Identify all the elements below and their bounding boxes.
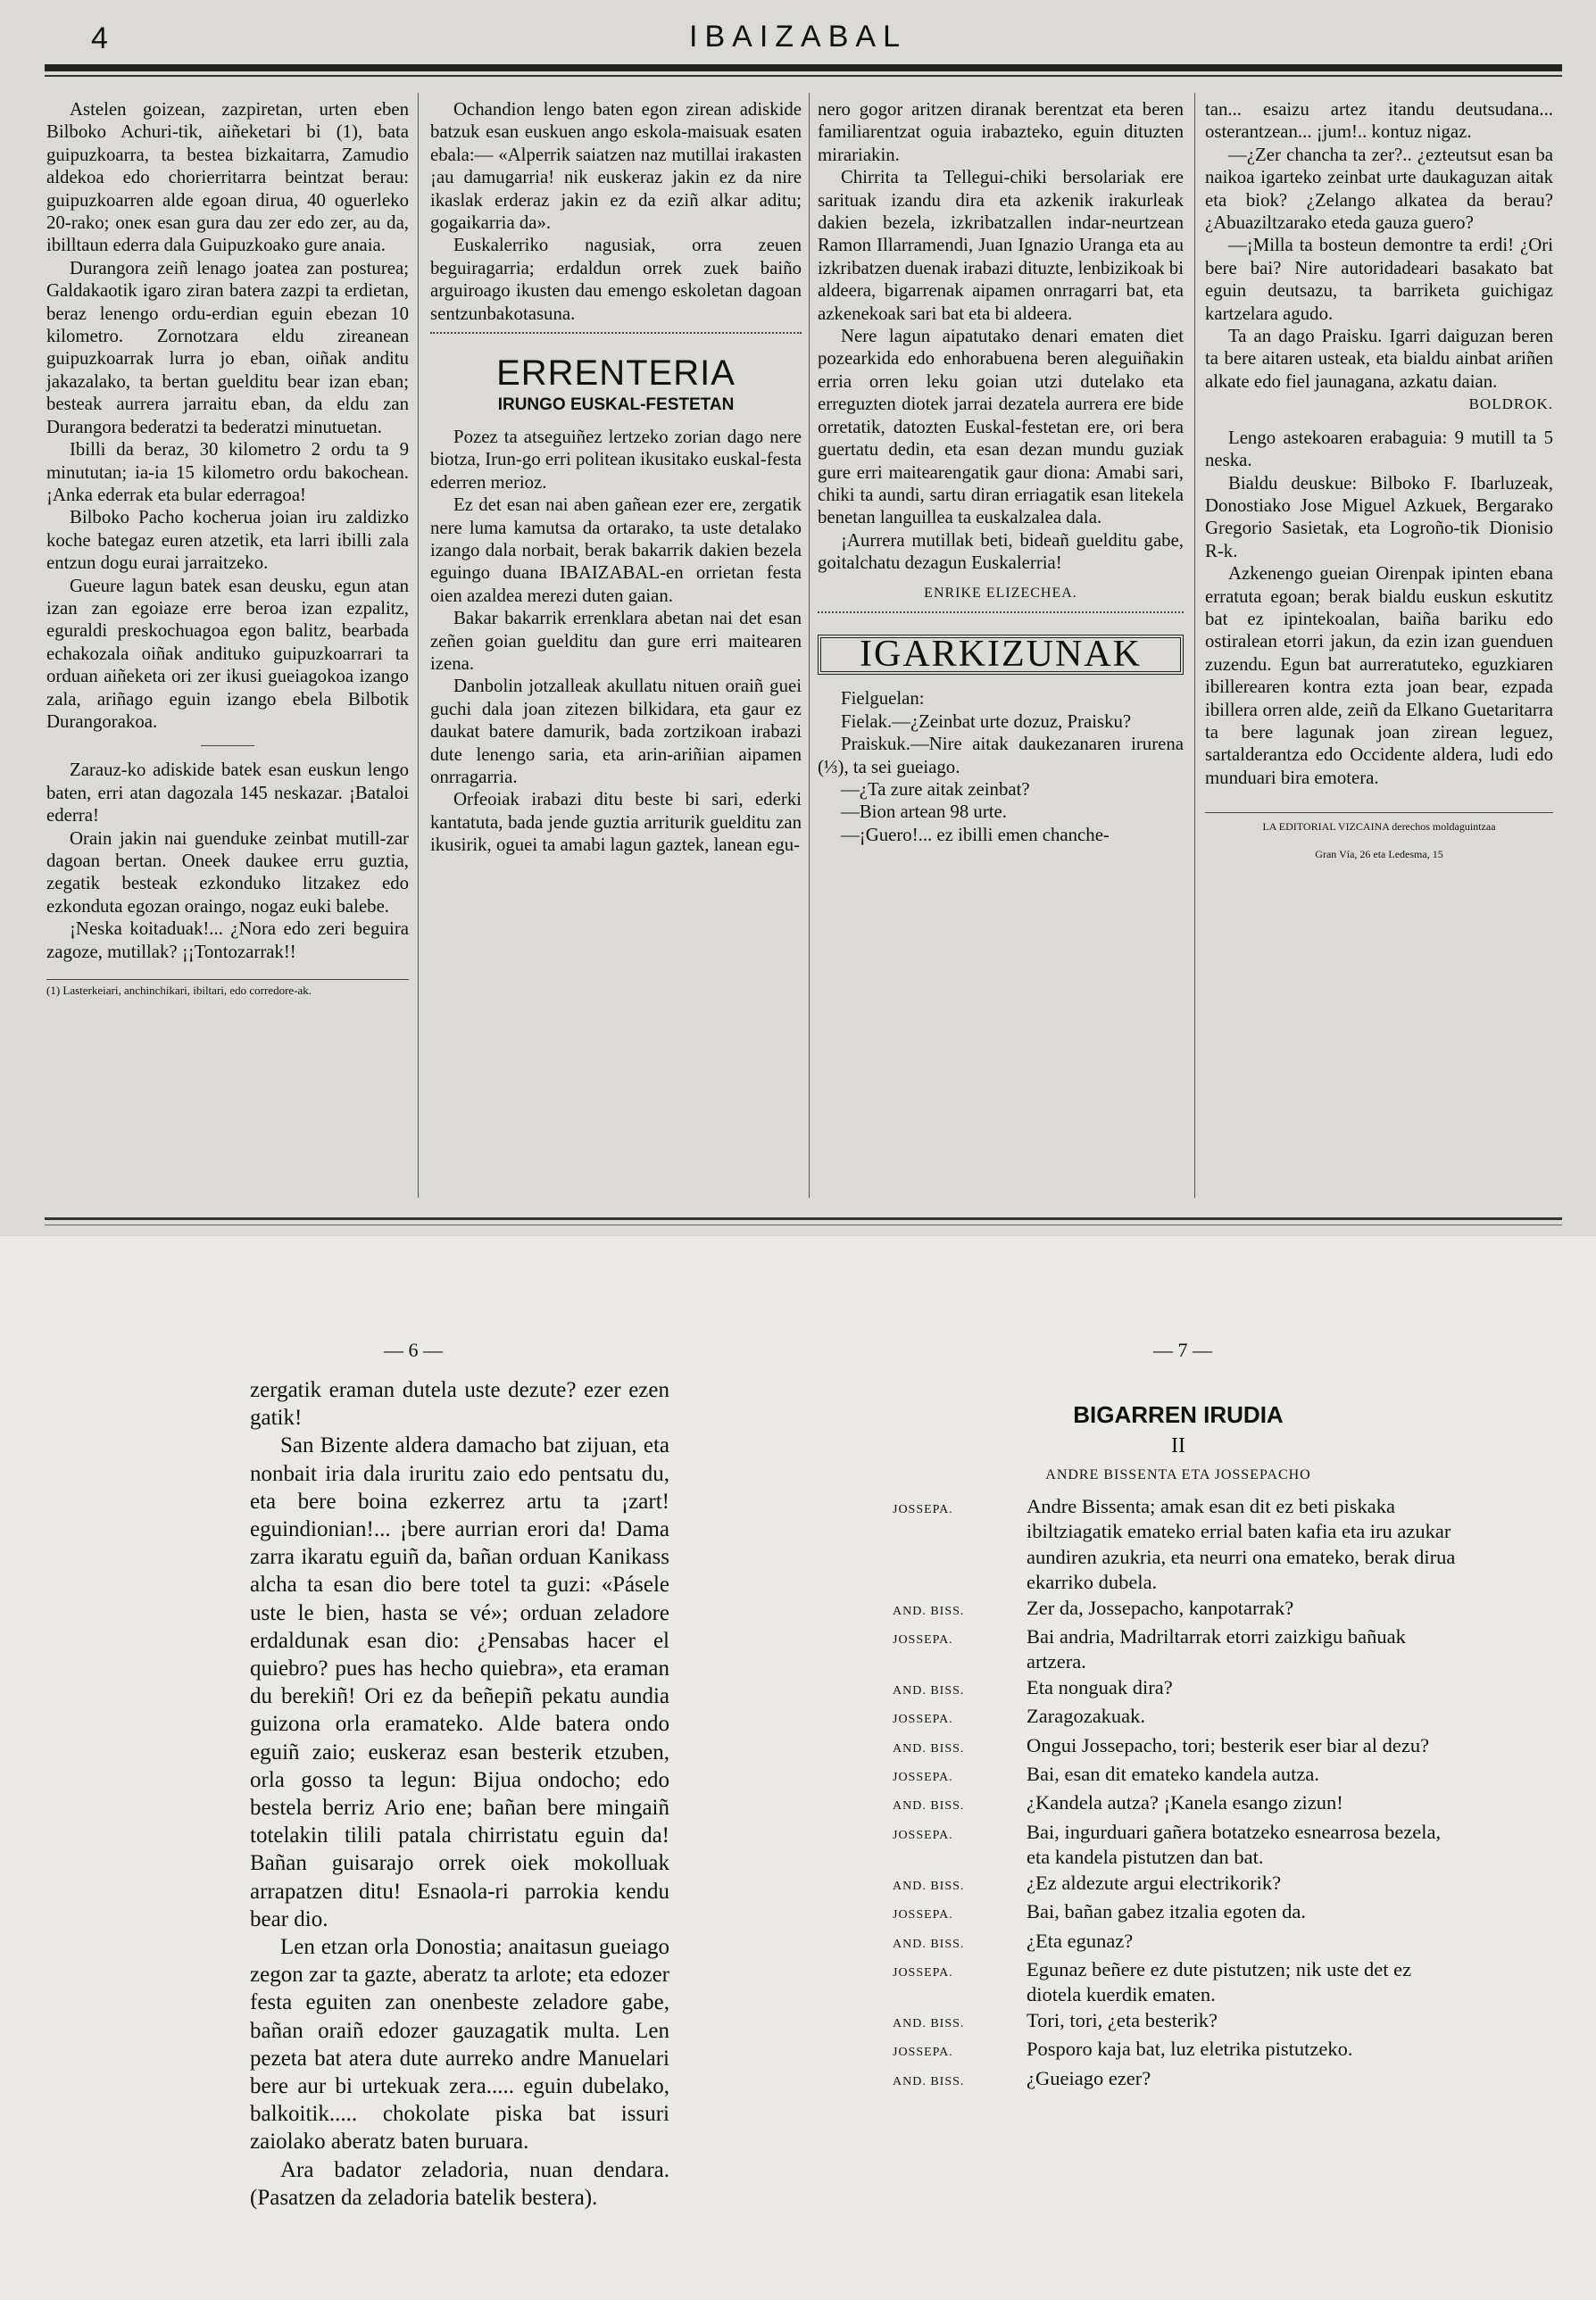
- speaker: AND. BISS.: [893, 1683, 965, 1698]
- paragraph: ¡Neska koitaduak!... ¿Nora edo zeri beguira zagoze, mutillak? ¡¡Tontozarrak!!: [46, 918, 409, 962]
- paragraph: Len etzan orla Donostia; anaitasun gueiago zegon zar ta gazte, aberatz ta arlote; eta edozer festa eguiten zan onenbeste zeladore gabe, bañan oraiñ edozer gauzagatik multa. Len pezeta bat atera dute aurreko andre Manuelari bere aur bi urtekuak zera..... eguin dubelako, balkoitik..... chokolate piska bat issuri zaiolako aberatz baten buruara.: [250, 1935, 669, 2155]
- dialogue-text: ¿Ez aldezute argui electrikorik?: [1027, 1871, 1282, 1894]
- paragraph: San Bizente aldera damacho bat zijuan, eta nonbait iria dala iruritu zaio edo pentsatu du, eta bere boina ezkerrez artu ta ¡zart! eguindionian!... ¡bere aurrian erori da! Dama zarra ikaratu eguiñ da, bañan orduan Kanikass alcha ta esan dio bere totel ta guzi: «Pásele uste le bien, hasta se vé»; orduan zeladore erdaldunak esan dio: ¿Pensabas hacer el quiebro? pues has hecho quiebra», eta eraman du berekiñ! Ori ez da beñepiñ pekatu aundia guizona orla eramateko. Alde batera ondo eguiñ zaio; euskeraz esan besterik etzuben, orla gosso ta legun: Bijua ondocho; edo bestela berriz Ario ene; bañan bere mingaiñ totelakin tilili patala chirristatu eguin da! Bañan guisarajo orrek oiek mokolluak arrapatzen ditu! Esnaola-ri parrokia kendu bear dio.: [250, 1433, 669, 1931]
- paragraph: Pozez ta atseguiñez lertzeko zorian dago nere biotza, Irun-go erri politean ikusitako euskal-festa ederren merioz.: [430, 426, 802, 493]
- dialogue-line: [893, 1957, 1464, 2008]
- act-title: BIGARREN IRUDIA: [1073, 1401, 1284, 1428]
- speaker: JOSSEPA.: [893, 1503, 953, 1516]
- dialogue-text: ¿Gueiago ezer?: [1027, 2066, 1151, 2089]
- paragraph: Astelen goizean, zazpiretan, urten eben Bilboko Achuri-tik, aiñeketari bi (1), bata guipuzkoarra, ta bestea bizkaitarra, Zamudio aldekoa edo chorierritarra beintzat berau: guipuzkoarren alde egoan dirua, 40 oguerleko 20-rako; oneк esan gura dau zer edo zer, au da, ibilltaun ederra dala Guipuzkoako gure anaia.: [46, 99, 409, 256]
- riddle-line: —¿Ta zure aitak zeinbat?: [841, 778, 1030, 800]
- speaker: AND. BISS.: [893, 2016, 965, 2030]
- speaker: JOSSEPA.: [893, 1771, 953, 1785]
- masthead-rule-thin: [45, 75, 1562, 77]
- signature: BOLDROK.: [1468, 395, 1553, 413]
- signature: ENRIKE ELIZECHEA.: [924, 585, 1077, 601]
- ornament-rule: [430, 332, 802, 337]
- paragraph: Bakar bakarrik errenklara abetan nai det esan zeñen goian guelditu dan gure erri maitearen izena.: [430, 608, 802, 674]
- paragraph: ¡Aurrera mutillak beti, bideañ guelditu gabe, goitalchatu dezagun Euskalerria!: [818, 529, 1184, 574]
- speaker: JOSSEPA.: [893, 1633, 953, 1648]
- footnote: (1) Lasterkeiari, anchinchikari, ibiltari, edo corredore-ak.: [46, 979, 409, 998]
- paragraph: Durangora zeiñ lenago joatea zan posturea; Galdakaotik igaro ziran batera zazpi ta erdietan, beraz lenengo ordu-erdian eguin ebezan 10 kilometro. Zornotzara eldu zireanean guipuzkoarrak lurra jo eban, oiñak anditu jakazalako, ta bertan guelditu bear izan eban; besteak aurrera jarraitu eban, da eldu zan Durangora bederatzi ta bederatzi minutuetan.: [46, 257, 409, 437]
- riddle-line: Fielguelan:: [841, 688, 925, 710]
- dialogue-line: [893, 1596, 1464, 1624]
- paragraph: Chirrita ta Tellegui-chiki bersolariak ere sarituak izandu dira eta azkenik irakurleak dakien bezela, izkribatzallen indar-neurtzean Ramon Illarramendi, Juan Ignazio Uranga eta au izkribatzen duenak irabazi dituzte, lenbizikoak bi aldeera, bigarrenak aipamen onrragarri bat, eta azkenekoak sari bat eta bi aldeera.: [818, 167, 1184, 324]
- dialogue-text: Zer da, Jossepacho, kanpotarrak?: [1027, 1596, 1294, 1619]
- paragraph: Danbolin jotzalleak akullatu nituen oraiñ guei guchi dala joan zitezen bilkidara, eta gaur ez daukat batere damurik, bada zortzikoan irabazi dute lenengo saria, eta arin-ariñian aipamen onrragarria.: [430, 676, 802, 787]
- paragraph: Euskalerriko nagusiak, orra zeuen beguiragarria; erdaldun orrek zuek baiño arguiroago ikusten dau emengo eskoletan dagoan sentzunbakotasuna.: [430, 235, 802, 324]
- speaker: AND. BISS.: [893, 2074, 965, 2088]
- booklet-right-text: [893, 1401, 1464, 2095]
- dialogue-text: Bai andria, Madriltarrak etorri zaizkigu bañuak artzera.: [1027, 1625, 1406, 1673]
- paragraph: zergatik eraman dutela uste dezute? ezer ezen gatik!: [250, 1378, 669, 1431]
- speaker: AND. BISS.: [893, 1879, 965, 1893]
- dialogue-text: Tori, tori, ¿eta besterik?: [1027, 2008, 1218, 2031]
- dialogue-text: Posporo kaja bat, luz eletrika pistutzeko.: [1027, 2038, 1353, 2061]
- dialogue-line: [893, 1704, 1464, 1732]
- riddle-line: —¡Guero!... ez ibilli emen chanche-: [841, 824, 1110, 845]
- page-bottom-rule: [45, 1217, 1562, 1220]
- masthead-rule: [45, 64, 1562, 71]
- paragraph: Azkenengo gueian Oirenpak ipinten ebana erratuta egoan; berak bialdu euskun eskutitz bat ez ipintekoalan, baiña bariku edo ostiralean etorri jakun, da ezin izan guenduen zuzendu. Egun bat aurreratuteko, eguzkiaren ibillerearen kontra ezta joan bear, ezpada ibillera orren alde, zeiñ da Elkano Guetaritarra ta bere lagunak joan zirean leguez, sartalderantza edo Occidente aldera, ludi edo munduari bira emotera.: [1205, 563, 1553, 788]
- paragraph: —¡Milla ta bosteun demontre ta erdi! ¿Ori bere bai? Nire autoridadeari basakato bat eguin deutsazu, ta barriketa guichigaz kartzelara agudo.: [1205, 235, 1553, 324]
- imprint-address: Gran Vía, 26 eta Ledesma, 15: [1315, 847, 1443, 860]
- column-2: [430, 98, 802, 857]
- booklet-left-text: [250, 1376, 669, 2212]
- imprint: LA EDITORIAL VIZCAINA derechos moldaguintzaa: [1205, 812, 1553, 838]
- column-divider: [418, 93, 419, 1198]
- dialogue-text: Zaragozakuak.: [1027, 1705, 1146, 1728]
- section-subheading: IRUNGO EUSKAL-FESTETAN: [497, 395, 735, 415]
- paragraph: tan... esaizu artez itandu deutsudana... osterantzean... ¡jum!.. kontuz nigaz.: [1205, 99, 1553, 143]
- dialogue-line: [893, 1790, 1464, 1819]
- speaker: JOSSEPA.: [893, 1713, 953, 1727]
- dialogue-text: Bai, esan dit emateko kandela autza.: [1027, 1763, 1319, 1786]
- page-number-7: — 7 —: [1153, 1339, 1212, 1361]
- act-number: II: [1171, 1434, 1185, 1457]
- dialogue-line: [893, 1871, 1464, 1899]
- paragraph: Gueure lagun batek esan deusku, egun atan izan zan egoiaze erre beroa izan ezpalitz, eguraldi preskochuagoa egon balitz, bearbada echakozala oiñak andituko guipuzkoarrari ta orduan aiñeketa ori zer ikusi gueiagokoa izango zala, ariñago eguin izango ebela Bilbotik Durangorakoa.: [46, 575, 409, 732]
- dialogue-text: Eta nonguak dira?: [1027, 1675, 1173, 1698]
- paragraph: Bialdu deuskue: Bilboko F. Ibarluzeak, Donostiako Jose Miguel Azkuek, Bergarako Gregorio Sasietak, eta Logroño-tik Dionisio R-k.: [1205, 472, 1553, 561]
- paragraph: Orain jakin nai guenduke zeinbat mutill-zar dagoan bertan. Oneek daukeе erru guztia, zegatik besteak ezkonduko litzakez edo ezkonduta egozan oraingo, nogaz euki balebe.: [46, 827, 409, 917]
- dialogue-line: [893, 1820, 1464, 1871]
- section-heading: ERRENTERIA: [496, 353, 736, 394]
- dialogue-line: [893, 1899, 1464, 1928]
- ornament-rule: [818, 611, 1184, 617]
- dialogue-text: Bai, bañan gabez itzalia egoten da.: [1027, 1900, 1306, 1923]
- paragraph: Bilboko Pacho kocherua joian iru zaldizko koche bategaz euren atzetik, eta larri ibilli zala entzun dogu eurai jarraitzeko.: [46, 507, 409, 574]
- column-divider: [1194, 93, 1195, 1198]
- paragraph: Ez det esan nai aben gañean ezer ere, zergatik nere luma kamutsa da ortarako, ta uste detalako izango dala norbait, berak bakarrik dakien bezela eguingo duana IBAIZABAL-en orrietan festa oien azaldea merezi duten gaian.: [430, 494, 802, 606]
- dialogue-text: Bai, ingurduari gañera botatzeko esnearrosa bezela, eta kandela pistutzen dan bat.: [1027, 1820, 1442, 1869]
- speaker: AND. BISS.: [893, 1741, 965, 1756]
- column-divider: [809, 93, 810, 1198]
- speaker: JOSSEPA.: [893, 1908, 953, 1922]
- dialogue-text: ¿Kandela autza? ¡Kanela esango zizun!: [1027, 1791, 1343, 1814]
- paragraph: Lengo astekoaren erabaguia: 9 mutill ta 5 neska.: [1205, 427, 1553, 471]
- riddle-line: Praiskuk.—Nire aitak daukezanaren irurena (⅓), ta sei gueiago.: [818, 734, 1184, 777]
- column-3: [818, 98, 1184, 846]
- riddle-line: Fielak.—¿Zeinbat urte dozuz, Praisku?: [841, 710, 1132, 732]
- speaker: JOSSEPA.: [893, 2046, 953, 2060]
- dialogue-line: [893, 2066, 1464, 2095]
- dialogue-line: [893, 2008, 1464, 2037]
- dialogue-line: [893, 1675, 1464, 1704]
- paragraph: Orfeoiak irabazi ditu beste bi sari, ederki kantatuta, bada jende guztia arriturik guelditu zan ikusirik, oguei ta amabi lagun gaztek, lanean egu-: [430, 789, 802, 856]
- dialogue-line: [893, 1494, 1464, 1596]
- separator: [201, 745, 254, 746]
- dialogue-text: ¿Eta egunaz?: [1027, 1929, 1134, 1952]
- paragraph: Ibilli da beraz, 30 kilometro 2 ordu ta 9 minututan; ia-ia 15 kilometro ordu bakochean. ¡Anka ederrak eta bular ederragoa!: [46, 439, 409, 505]
- speaker: AND. BISS.: [893, 1799, 965, 1814]
- riddle-line: —Bion artean 98 urte.: [841, 801, 1007, 823]
- dialogue-line: [893, 1624, 1464, 1675]
- paragraph: Nere lagun aipatutako denari ematen diet pozearkida edo enhorabuena beren aleguiñakin erria orren leku goian utzi dutelako eta erreguzten diotek jarrai dezatela aurrera ere bide orretatik, datozten Euskal-festetan ere, ori bera guertatu dedin, eta esan dezan mundu guziak gure erri maitearengatik gaur diona: Amabi sari, chiki ta aundi, sartu diran erriagatik esan litekela benetan languillea ta euskalzalea dala.: [818, 326, 1184, 528]
- column-1: [46, 98, 409, 998]
- paragraph: Ara badator zeladoria, nuan dendara. (Pasatzen da zeladoria batelik bestera).: [250, 2157, 669, 2210]
- paragraph: nero gogor aritzen diranak berentzat eta beren familiarentzat oguia irabazteko, eguin dituzten mirariakin.: [818, 99, 1184, 165]
- paragraph: Ochandion lengo baten egon zirean adiskide batzuk esan euskuen ango eskola-maisuak esaten ebala:— «Alperrik saiatzen naz mutillai irakasten ¡au damugarria! nik euskeraz jakin ez da nire ikaslak erderaz jakin ez da eziñ alkar aditu; gogaikarria da».: [430, 99, 802, 234]
- speaker: JOSSEPA.: [893, 1828, 953, 1842]
- masthead: IBAIZABAL: [689, 20, 907, 54]
- speaker: AND. BISS.: [893, 1937, 965, 1951]
- page-number: 4: [91, 21, 108, 55]
- column-4: [1205, 98, 1553, 866]
- dialogue-line: [893, 1762, 1464, 1790]
- dialogue-text: Andre Bissenta; amak esan dit ez beti piskaka ibiltziagatik emateko errial baten kafia eta iru azukar aundiren azukria, eta neurri ona emateko, berak dirua ekarriko dubela.: [1027, 1495, 1456, 1594]
- page-number-6: — 6 —: [384, 1339, 443, 1361]
- dialogue-line: [893, 2037, 1464, 2065]
- paragraph: Zarauz-ko adiskide batek esan euskun lengo baten, erri atan dagozala 145 neskazar. ¡Bataloi ederra!: [46, 760, 409, 826]
- dialogue-line: [893, 1929, 1464, 1957]
- section-heading: IGARKIZUNAK: [818, 635, 1184, 675]
- dialogue-line: [893, 1733, 1464, 1762]
- speaker: JOSSEPA.: [893, 1965, 953, 1980]
- scene-title: ANDRE BISSENTA ETA JOSSEPACHO: [1045, 1467, 1311, 1482]
- dialogue-text: Egunaz beñere ez dute pistutzen; nik uste det ez diotela kuerdik ematen.: [1027, 1957, 1412, 2006]
- dialogue-text: Ongui Jossepacho, tori; besterik eser biar al dezu?: [1027, 1733, 1430, 1756]
- paragraph: —¿Zer chancha ta zer?.. ¿ezteutsut esan ba naikoa igarteko zeinbat urte daukaguzan aitak eta biok? ¿Zelango alkatea da berau? ¿Abuaziltzarako eteda gauza guero?: [1205, 144, 1553, 234]
- speaker: AND. BISS.: [893, 1604, 965, 1618]
- paragraph: Ta an dago Praisku. Igarri daiguzan beren ta bere aitaren usteak, eta bialdu ainbat ariñen alkate edo fiel jaunagana, azkatu daian.: [1205, 326, 1553, 392]
